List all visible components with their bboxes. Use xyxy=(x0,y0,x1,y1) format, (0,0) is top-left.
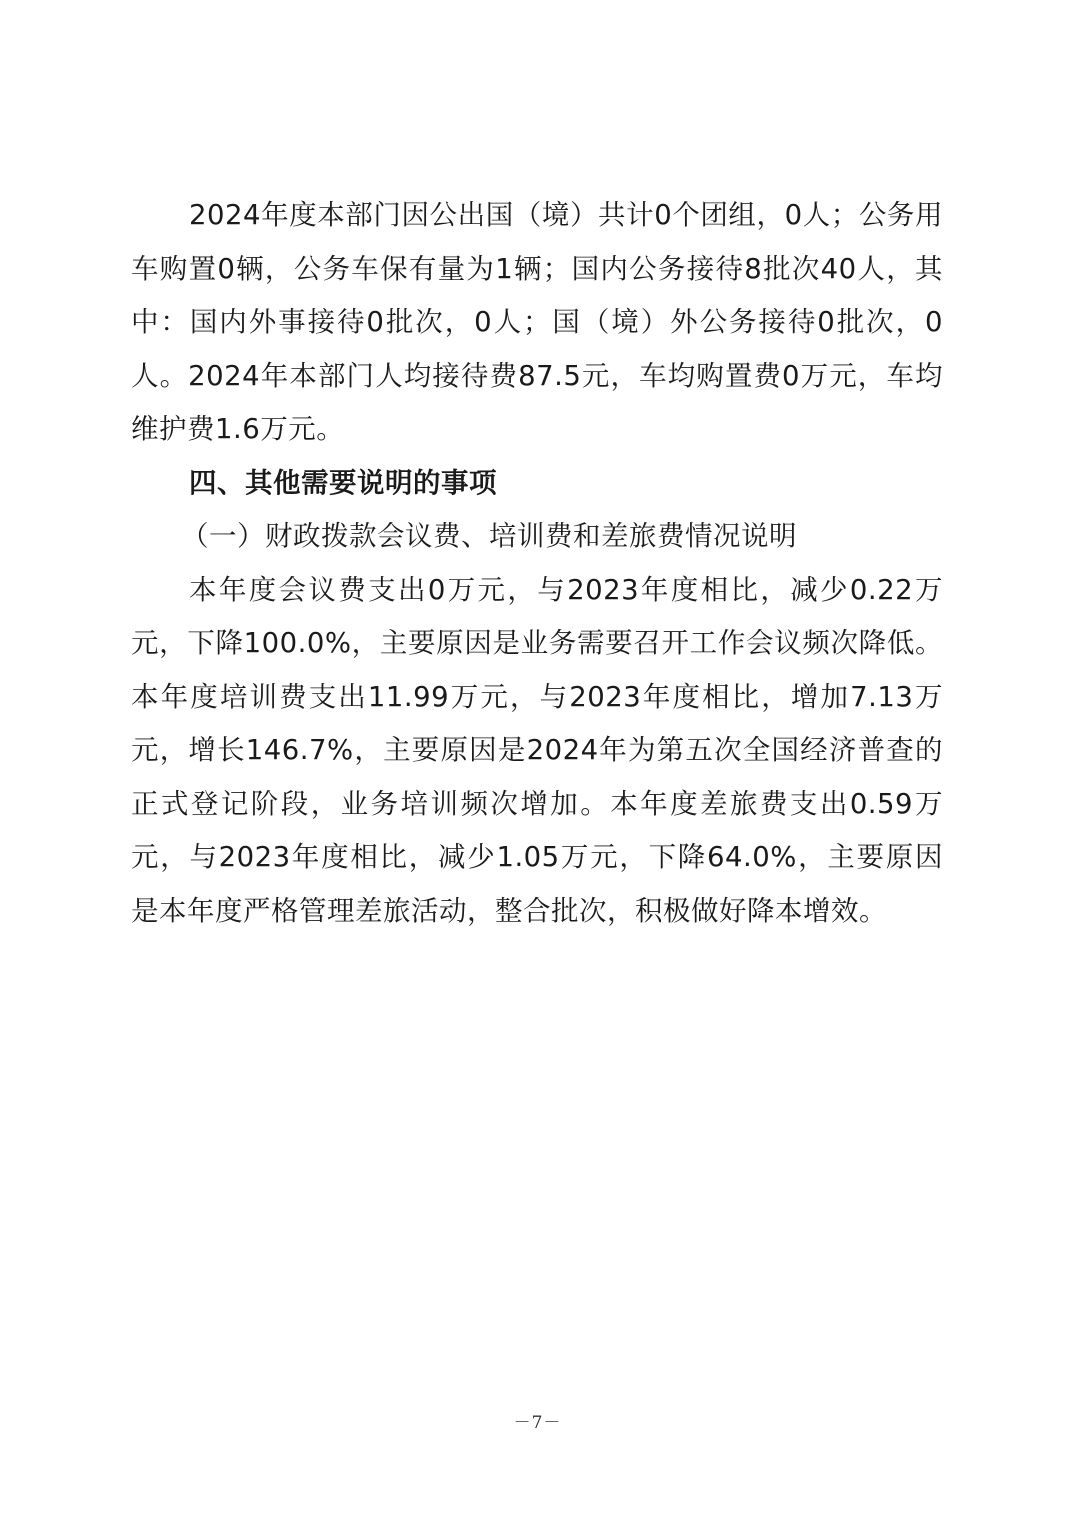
paragraph-reception-and-vehicles: 2024年度本部门因公出国（境）共计0个团组，0人；公务用车购置0辆，公务车保有量为1辆；国内公务接待8批次40人，其中：国内外事接待0批次，0人；国（境）外公务接待0批次，0人。2024年本部门人均接待费87.5元，车均购置费0万元，车均维护费1.6万元。 xyxy=(131,199,943,445)
document-body xyxy=(131,189,943,938)
subsection-heading: （一）财政拨款会议费、培训费和差旅费情况说明 xyxy=(181,520,797,552)
page-number: －7－ xyxy=(513,1413,562,1433)
section-heading: 四、其他需要说明的事项 xyxy=(189,466,497,499)
paragraph-meeting-training-travel: 本年度会议费支出0万元，与2023年度相比，减少0.22万元，下降100.0%，主要原因是业务需要召开工作会议频次降低。本年度培训费支出11.99万元，与2023年度相比，增加7.13万元，增长146.7%，主要原因是2024年为第五次全国经济普查的正式登记阶段，业务培训频次增加。本年度差旅费支出0.59万元，与2023年度相比，减少1.05万元，下降64.0%，主要原因是本年度严格管理差旅活动，整合批次，积极做好降本增效。 xyxy=(131,573,943,927)
